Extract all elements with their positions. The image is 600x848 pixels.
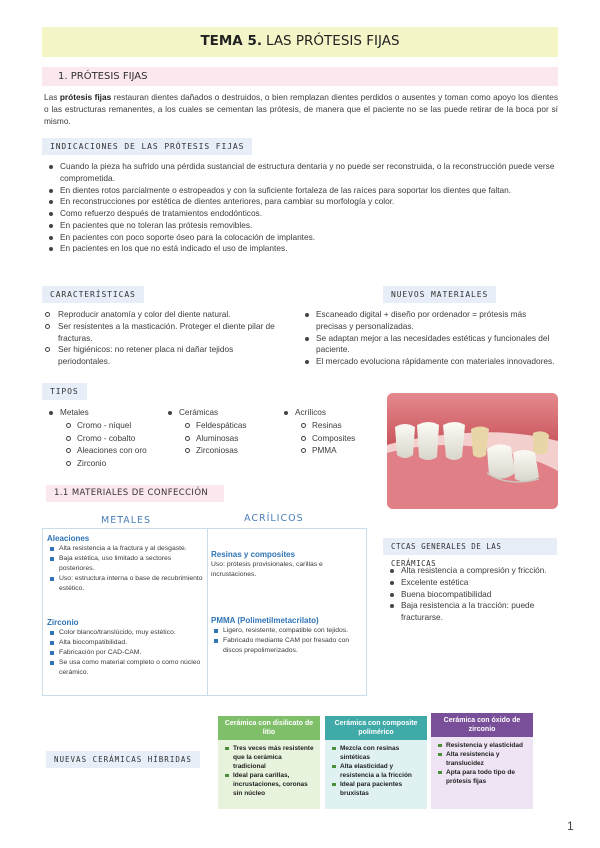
- list-item: Uso: estructura interna o base de recubrimiento estético.: [47, 574, 203, 594]
- hybrid-heading: NUEVAS CERÁMICAS HÍBRIDAS: [46, 751, 200, 768]
- resinas-block: [211, 549, 363, 580]
- list-item: Ideal para carillas, incrustaciones, coronas sin núcleo: [224, 771, 315, 798]
- list-item: Color blanco/translúcido, muy estético.: [47, 628, 203, 638]
- ceramics-general-heading: CTCAS GENERALES DE LAS CERÁMICAS: [383, 538, 557, 555]
- type-label: Metales: [47, 407, 172, 420]
- intro-rest: restauran dientes dañados o destruidos, o bien remplazan dientes perdidos o ausentes y toman como apoyo los dientes o las estructuras remanentes, a los cuales se cementan las prótesis, de manera que el paciente no se las puede retirar de la boca por sí mismo.: [44, 92, 558, 127]
- list-item: Baja resistencia a la tracción: puede fracturarse.: [388, 600, 558, 624]
- list-item: Cuando la pieza ha sufrido una pérdida sustancial de estructura dentaria y no puede ser reconstruida, o la reconstrucción puede verse comprometida.: [47, 161, 559, 185]
- list-item: En dientes rotos parcialmente o estropeados y con la suficiente fortaleza de las raíces para soportar los dientes que faltan.: [47, 185, 559, 197]
- card-title: Cerámica con óxido de zirconio: [431, 713, 533, 737]
- list-item: Apta para todo tipo de prótesis fijas: [437, 768, 528, 786]
- intro-prefix: Las: [44, 92, 60, 102]
- list-item: Ligero, resistente, compatible con tejidos.: [211, 626, 363, 636]
- title-bold: TEMA 5.: [200, 33, 262, 50]
- list-item: Se usa como material completo o como núcleo cerámico.: [47, 658, 203, 678]
- ceramics-general-list: [388, 565, 558, 624]
- indications-list: [47, 161, 559, 255]
- intro-bold: prótesis fijas: [59, 92, 112, 102]
- list-item: Cromo - níquel: [47, 420, 172, 433]
- list-item: Zirconio: [47, 458, 172, 471]
- list-item: Alta resistencia y translucidez: [437, 750, 528, 768]
- list-item: En pacientes que no toleran las prótesis removibles.: [47, 220, 559, 232]
- new-materials-heading: NUEVOS MATERIALES: [383, 286, 496, 303]
- title-rest: LAS PRÓTESIS FIJAS: [265, 33, 400, 50]
- list-item: Alta resistencia a compresión y fricción.: [388, 565, 558, 577]
- materials-table: [42, 528, 367, 696]
- dental-bridge-photo: [387, 393, 558, 509]
- zirconio-block: [47, 617, 203, 678]
- list-item: Mezcla con resinas sintéticas: [331, 744, 422, 762]
- new-materials-list: [303, 309, 558, 368]
- list-item: Reproducir anatomía y color del diente natural.: [44, 309, 280, 321]
- resinas-title: Resinas y composites: [211, 550, 296, 559]
- card-title: Cerámica con disilicato de litio: [218, 716, 320, 740]
- list-item: Fabricación por CAD-CAM.: [47, 648, 203, 658]
- list-item: Composites: [282, 433, 382, 446]
- pmma-title: PMMA (Polimetilmetacrilato): [211, 616, 319, 625]
- list-item: Buena biocompatibilidad: [388, 589, 558, 601]
- list-item: Baja estética, uso limitado a sectores posteriores.: [47, 554, 203, 574]
- list-item: Aluminosas: [166, 433, 286, 446]
- list-item: En pacientes con poco soporte óseo para la colocación de implantes.: [47, 232, 559, 244]
- hybrid-card-litio: [218, 716, 320, 809]
- acrylics-column-title: ACRÍLICOS: [244, 513, 304, 524]
- list-item: Ser resistentes a la masticación. Proteger el diente pilar de fracturas.: [44, 321, 280, 345]
- list-item: Resinas: [282, 420, 382, 433]
- zirconio-title: Zirconio: [47, 618, 79, 627]
- list-item: En pacientes en los que no está indicado el uso de implantes.: [47, 243, 559, 255]
- list-item: Como refuerzo después de tratamientos endodónticos.: [47, 208, 559, 220]
- list-item: Zirconiosas: [166, 445, 286, 458]
- card-title: Cerámica con composite polimérico: [325, 716, 427, 740]
- page-number: 1: [567, 819, 574, 833]
- list-item: Ser higiénicos: no retener placa ni dañar tejidos periodontales.: [44, 344, 280, 368]
- section-heading: 1. PRÓTESIS FIJAS: [42, 67, 558, 86]
- types-metals: [47, 407, 172, 471]
- pmma-block: [211, 615, 363, 656]
- list-item: Escaneado digital + diseño por ordenador = prótesis más precisas y personalizadas.: [303, 309, 558, 333]
- type-label: Cerámicas: [166, 407, 286, 420]
- list-item: Ideal para pacientes bruxistas: [331, 780, 422, 798]
- types-acrylics: [282, 407, 382, 458]
- features-list: [44, 309, 280, 368]
- metals-column-title: METALES: [101, 515, 152, 526]
- types-heading: TIPOS: [42, 383, 87, 400]
- list-item: PMMA: [282, 445, 382, 458]
- hybrid-card-composite: [325, 716, 427, 809]
- list-item: Fabricado mediante CAM por fresado con discos prepolimerizados.: [211, 636, 363, 656]
- type-label: Acrílicos: [282, 407, 382, 420]
- list-item: El mercado evoluciona rápidamente con materiales innovadores.: [303, 356, 558, 368]
- resinas-text: Uso: prótesis provisionales, carillas e incrustaciones.: [211, 561, 323, 579]
- list-item: Se adaptan mejor a las necesidades estéticas y funcionales del paciente.: [303, 333, 558, 357]
- aleaciones-block: [47, 533, 203, 594]
- page-title: [42, 27, 558, 57]
- features-heading: CARACTERÍSTICAS: [42, 286, 144, 303]
- column-divider: [207, 529, 208, 695]
- list-item: Tres veces más resistente que la cerámica tradicional: [224, 744, 315, 771]
- list-item: Excelente estética: [388, 577, 558, 589]
- dental-bridge-illustration: [387, 393, 558, 509]
- list-item: Alta resistencia a la fractura y al desgaste.: [47, 544, 203, 554]
- materials-heading: 1.1 MATERIALES DE CONFECCIÓN: [46, 485, 224, 502]
- intro-paragraph: [44, 91, 558, 127]
- types-ceramics: [166, 407, 286, 458]
- hybrid-card-zirconio: [431, 713, 533, 809]
- list-item: Cromo - cobalto: [47, 433, 172, 446]
- indications-heading: INDICACIONES DE LAS PRÓTESIS FIJAS: [42, 138, 252, 155]
- list-item: Alta elasticidad y resistencia a la fricción: [331, 762, 422, 780]
- aleaciones-title: Aleaciones: [47, 534, 90, 543]
- list-item: Resistencia y elasticidad: [437, 741, 528, 750]
- list-item: Alta biocompatibilidad.: [47, 638, 203, 648]
- list-item: Feldespáticas: [166, 420, 286, 433]
- list-item: Aleaciones con oro: [47, 445, 172, 458]
- list-item: En reconstrucciones por estética de dientes anteriores, para cambiar su morfología y color.: [47, 196, 559, 208]
